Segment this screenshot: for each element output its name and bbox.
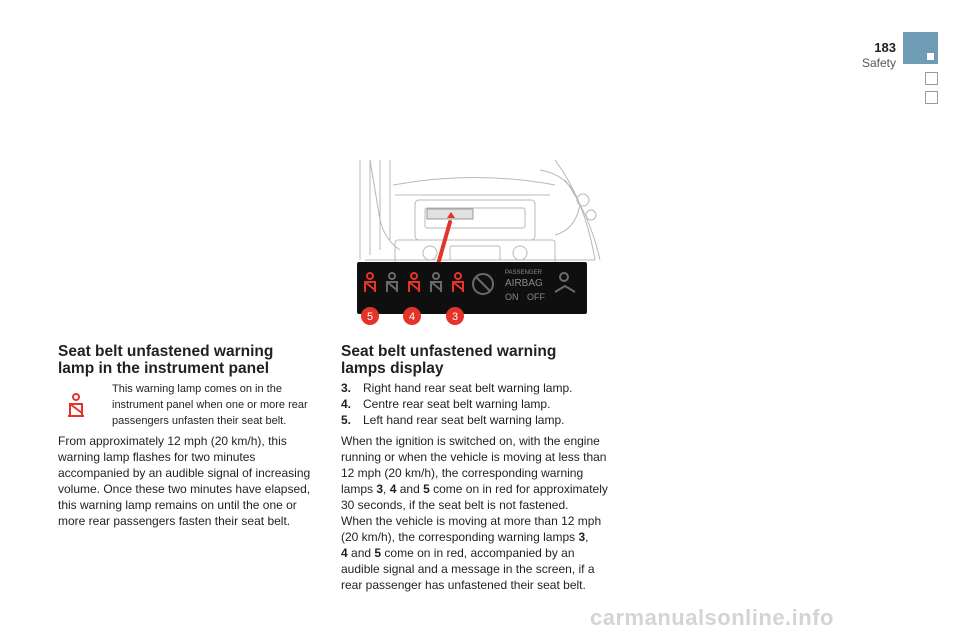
svg-text:5: 5 (366, 311, 374, 323)
panel-label-top: PASSENGER (505, 270, 542, 276)
watermark[interactable]: carmanualsonline.info (590, 605, 834, 630)
left-intro: This warning lamp comes on in the instrument panel when one or more rear passengers unfasten their seat belt. (112, 383, 308, 427)
svg-text:3: 3 (451, 311, 459, 323)
callout-4 (403, 307, 421, 325)
right-body: When the ignition is switched on, with the engine running or when the vehicle is moving at less than 12 mph (20 km/h), the corresponding warning lamps 3, 4 and 5 come on in red for approximately 30 seconds, if the seat belt is not fastened. When the vehicle is moving at more than 12 mph (20 km/h), the corresponding warning lamps 3, 4 and 5 come on in red, accompanied by an audible signal and a message in the screen, if a rear passenger has unfastened their seat belt. (341, 434, 608, 592)
callouts (360, 305, 470, 327)
seatbelt-lamp-icon (365, 273, 375, 292)
seatbelt-lamp-icon (431, 273, 441, 292)
panel-on: ON (505, 292, 519, 302)
chapter-tab-marker[interactable] (925, 72, 938, 85)
list-item: 4. Centre rear seat belt warning lamp. (341, 397, 551, 411)
lamp-list (341, 380, 611, 428)
svg-text:4: 4 (408, 311, 416, 323)
list-item: 3. Right hand rear seat belt warning lamp. (341, 381, 573, 395)
seatbelt-lamp-icon (409, 273, 419, 292)
page-number: 183 (874, 40, 896, 55)
callout-3 (446, 307, 464, 325)
seatbelt-lamp-icon (453, 273, 463, 292)
callout-5 (361, 307, 379, 325)
child-seat-icon (555, 273, 575, 292)
airbag-off-icon (473, 274, 493, 294)
right-heading: Seat belt unfastened warning lamps display (341, 343, 557, 377)
chapter-tab-marker[interactable] (925, 91, 938, 104)
chapter-tab[interactable] (903, 32, 938, 64)
list-item: 5. Left hand rear seat belt warning lamp. (341, 413, 565, 427)
seatbelt-warning-icon (64, 392, 90, 418)
section-title: Safety (861, 56, 896, 70)
panel-off: OFF (527, 292, 545, 302)
left-body: From approximately 12 mph (20 km/h), this warning lamp flashes for two minutes accompanied by an audible signal of increasing volume. Once these two minutes have elapsed, this warning lamp remains on until the one or more rear passengers fasten their seat belt. (58, 434, 311, 528)
seatbelt-lamp-icon (387, 273, 397, 292)
left-heading: Seat belt unfastened warning lamp in the instrument panel (58, 343, 274, 377)
panel-label-main: AIRBAG (505, 278, 543, 289)
